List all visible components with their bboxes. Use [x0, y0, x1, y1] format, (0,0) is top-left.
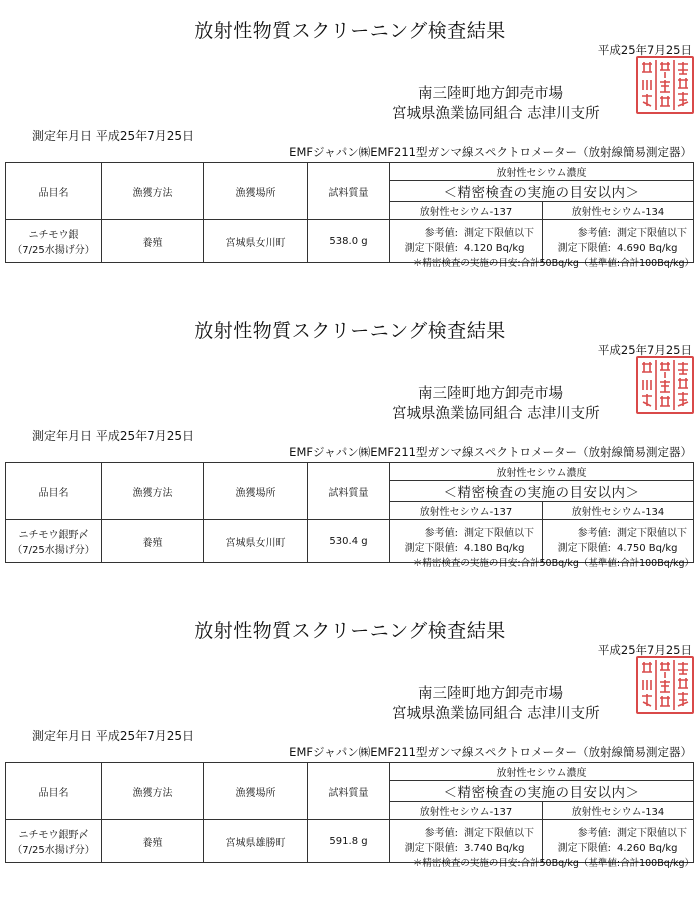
guideline-label: ＜精密検査の実施の目安以内＞ [390, 781, 694, 802]
weight-cell: 591.8 g [308, 820, 390, 863]
org-coop: 宮城県漁業協同組合 志津川支所 [392, 406, 600, 422]
org-market: 南三陸町地方卸売市場 [418, 86, 563, 102]
report-title: 放射性物質スクリーニング検査結果 [194, 620, 506, 642]
ref-label: 参考値: [577, 528, 611, 539]
device-name: EMFジャパン㈱EMF211型ガンマ線スペクトロメーター（放射線簡易測定器） [289, 745, 692, 759]
header-cs134: 放射性セシウム-134 [543, 802, 694, 820]
header-item: 品目名 [6, 463, 102, 520]
ref-label: 参考値: [424, 228, 458, 239]
ref-value: 測定下限値以下 [617, 228, 687, 239]
issue-date: 平成25年7月25日 [597, 343, 692, 357]
item-cell [6, 820, 102, 863]
header-method: 漁獲方法 [102, 463, 204, 520]
guideline-note: ＊精密検査の実施の目安:合計50Bq/kg（基準値:合計100Bq/kg） [412, 858, 694, 869]
header-place: 漁獲場所 [204, 163, 308, 220]
report-title: 放射性物質スクリーニング検査結果 [194, 320, 506, 342]
guideline-label: ＜精密検査の実施の目安以内＞ [390, 481, 694, 502]
cs134-lower-limit: 4.690 Bq/kg [617, 243, 678, 254]
seal-stamp [636, 356, 694, 414]
place-cell: 宮城県女川町 [204, 220, 308, 263]
lower-limit-label: 測定下限値: [557, 843, 611, 854]
header-weight: 試料質量 [308, 763, 390, 820]
cs137-lower-limit: 4.180 Bq/kg [464, 543, 525, 554]
measurement-date: 測定年月日 平成25年7月25日 [32, 429, 194, 443]
ref-value: 測定下限値以下 [617, 528, 687, 539]
header-weight: 試料質量 [308, 163, 390, 220]
item-cell [6, 220, 102, 263]
cs137-lower-limit: 3.740 Bq/kg [464, 843, 525, 854]
screening-report-1 [0, 0, 700, 300]
lower-limit-label: 測定下限値: [557, 243, 611, 254]
header-cesium: 放射性セシウム濃度 [390, 763, 694, 781]
ref-value: 測定下限値以下 [464, 228, 534, 239]
ref-label: 参考値: [424, 528, 458, 539]
item-name: ニチモウ銀野〆 [18, 530, 89, 541]
measurement-date: 測定年月日 平成25年7月25日 [32, 729, 194, 743]
results-table [5, 462, 694, 563]
cs134-lower-limit: 4.750 Bq/kg [617, 543, 678, 554]
cs134-lower-limit: 4.260 Bq/kg [617, 843, 678, 854]
header-cs137: 放射性セシウム-137 [390, 202, 543, 220]
landing-note: （7/25水揚げ分） [12, 245, 95, 256]
lower-limit-label: 測定下限値: [557, 543, 611, 554]
ref-label: 参考値: [577, 228, 611, 239]
results-table [5, 162, 694, 263]
header-cesium: 放射性セシウム濃度 [390, 463, 694, 481]
device-name: EMFジャパン㈱EMF211型ガンマ線スペクトロメーター（放射線簡易測定器） [289, 145, 692, 159]
header-place: 漁獲場所 [204, 463, 308, 520]
item-cell [6, 520, 102, 563]
org-coop: 宮城県漁業協同組合 志津川支所 [392, 706, 600, 722]
method-cell: 養殖 [102, 820, 204, 863]
lower-limit-label: 測定下限値: [404, 843, 458, 854]
item-name: ニチモウ銀 [28, 230, 79, 241]
ref-value: 測定下限値以下 [617, 828, 687, 839]
header-item: 品目名 [6, 163, 102, 220]
ref-value: 測定下限値以下 [464, 528, 534, 539]
landing-note: （7/25水揚げ分） [12, 545, 95, 556]
place-cell: 宮城県女川町 [204, 520, 308, 563]
seal-stamp [636, 56, 694, 114]
lower-limit-label: 測定下限値: [404, 243, 458, 254]
device-name: EMFジャパン㈱EMF211型ガンマ線スペクトロメーター（放射線簡易測定器） [289, 445, 692, 459]
org-market: 南三陸町地方卸売市場 [418, 386, 563, 402]
header-weight: 試料質量 [308, 463, 390, 520]
place-cell: 宮城県雄勝町 [204, 820, 308, 863]
screening-report-2 [0, 300, 700, 600]
header-cs134: 放射性セシウム-134 [543, 502, 694, 520]
ref-label: 参考値: [424, 828, 458, 839]
weight-cell: 538.0 g [308, 220, 390, 263]
guideline-note: ＊精密検査の実施の目安:合計50Bq/kg（基準値:合計100Bq/kg） [412, 258, 694, 269]
results-table [5, 762, 694, 863]
header-cs137: 放射性セシウム-137 [390, 502, 543, 520]
header-cs134: 放射性セシウム-134 [543, 202, 694, 220]
screening-report-3 [0, 600, 700, 900]
header-cesium: 放射性セシウム濃度 [390, 163, 694, 181]
guideline-label: ＜精密検査の実施の目安以内＞ [390, 181, 694, 202]
header-item: 品目名 [6, 763, 102, 820]
method-cell: 養殖 [102, 520, 204, 563]
ref-value: 測定下限値以下 [464, 828, 534, 839]
header-method: 漁獲方法 [102, 163, 204, 220]
guideline-note: ＊精密検査の実施の目安:合計50Bq/kg（基準値:合計100Bq/kg） [412, 558, 694, 569]
org-market: 南三陸町地方卸売市場 [418, 686, 563, 702]
landing-note: （7/25水揚げ分） [12, 845, 95, 856]
ref-label: 参考値: [577, 828, 611, 839]
item-name: ニチモウ銀野〆 [18, 830, 89, 841]
org-coop: 宮城県漁業協同組合 志津川支所 [392, 106, 600, 122]
header-method: 漁獲方法 [102, 763, 204, 820]
header-cs137: 放射性セシウム-137 [390, 802, 543, 820]
weight-cell: 530.4 g [308, 520, 390, 563]
lower-limit-label: 測定下限値: [404, 543, 458, 554]
method-cell: 養殖 [102, 220, 204, 263]
issue-date: 平成25年7月25日 [597, 643, 692, 657]
measurement-date: 測定年月日 平成25年7月25日 [32, 129, 194, 143]
header-place: 漁獲場所 [204, 763, 308, 820]
issue-date: 平成25年7月25日 [597, 43, 692, 57]
report-title: 放射性物質スクリーニング検査結果 [194, 20, 506, 42]
seal-stamp [636, 656, 694, 714]
cs137-lower-limit: 4.120 Bq/kg [464, 243, 525, 254]
